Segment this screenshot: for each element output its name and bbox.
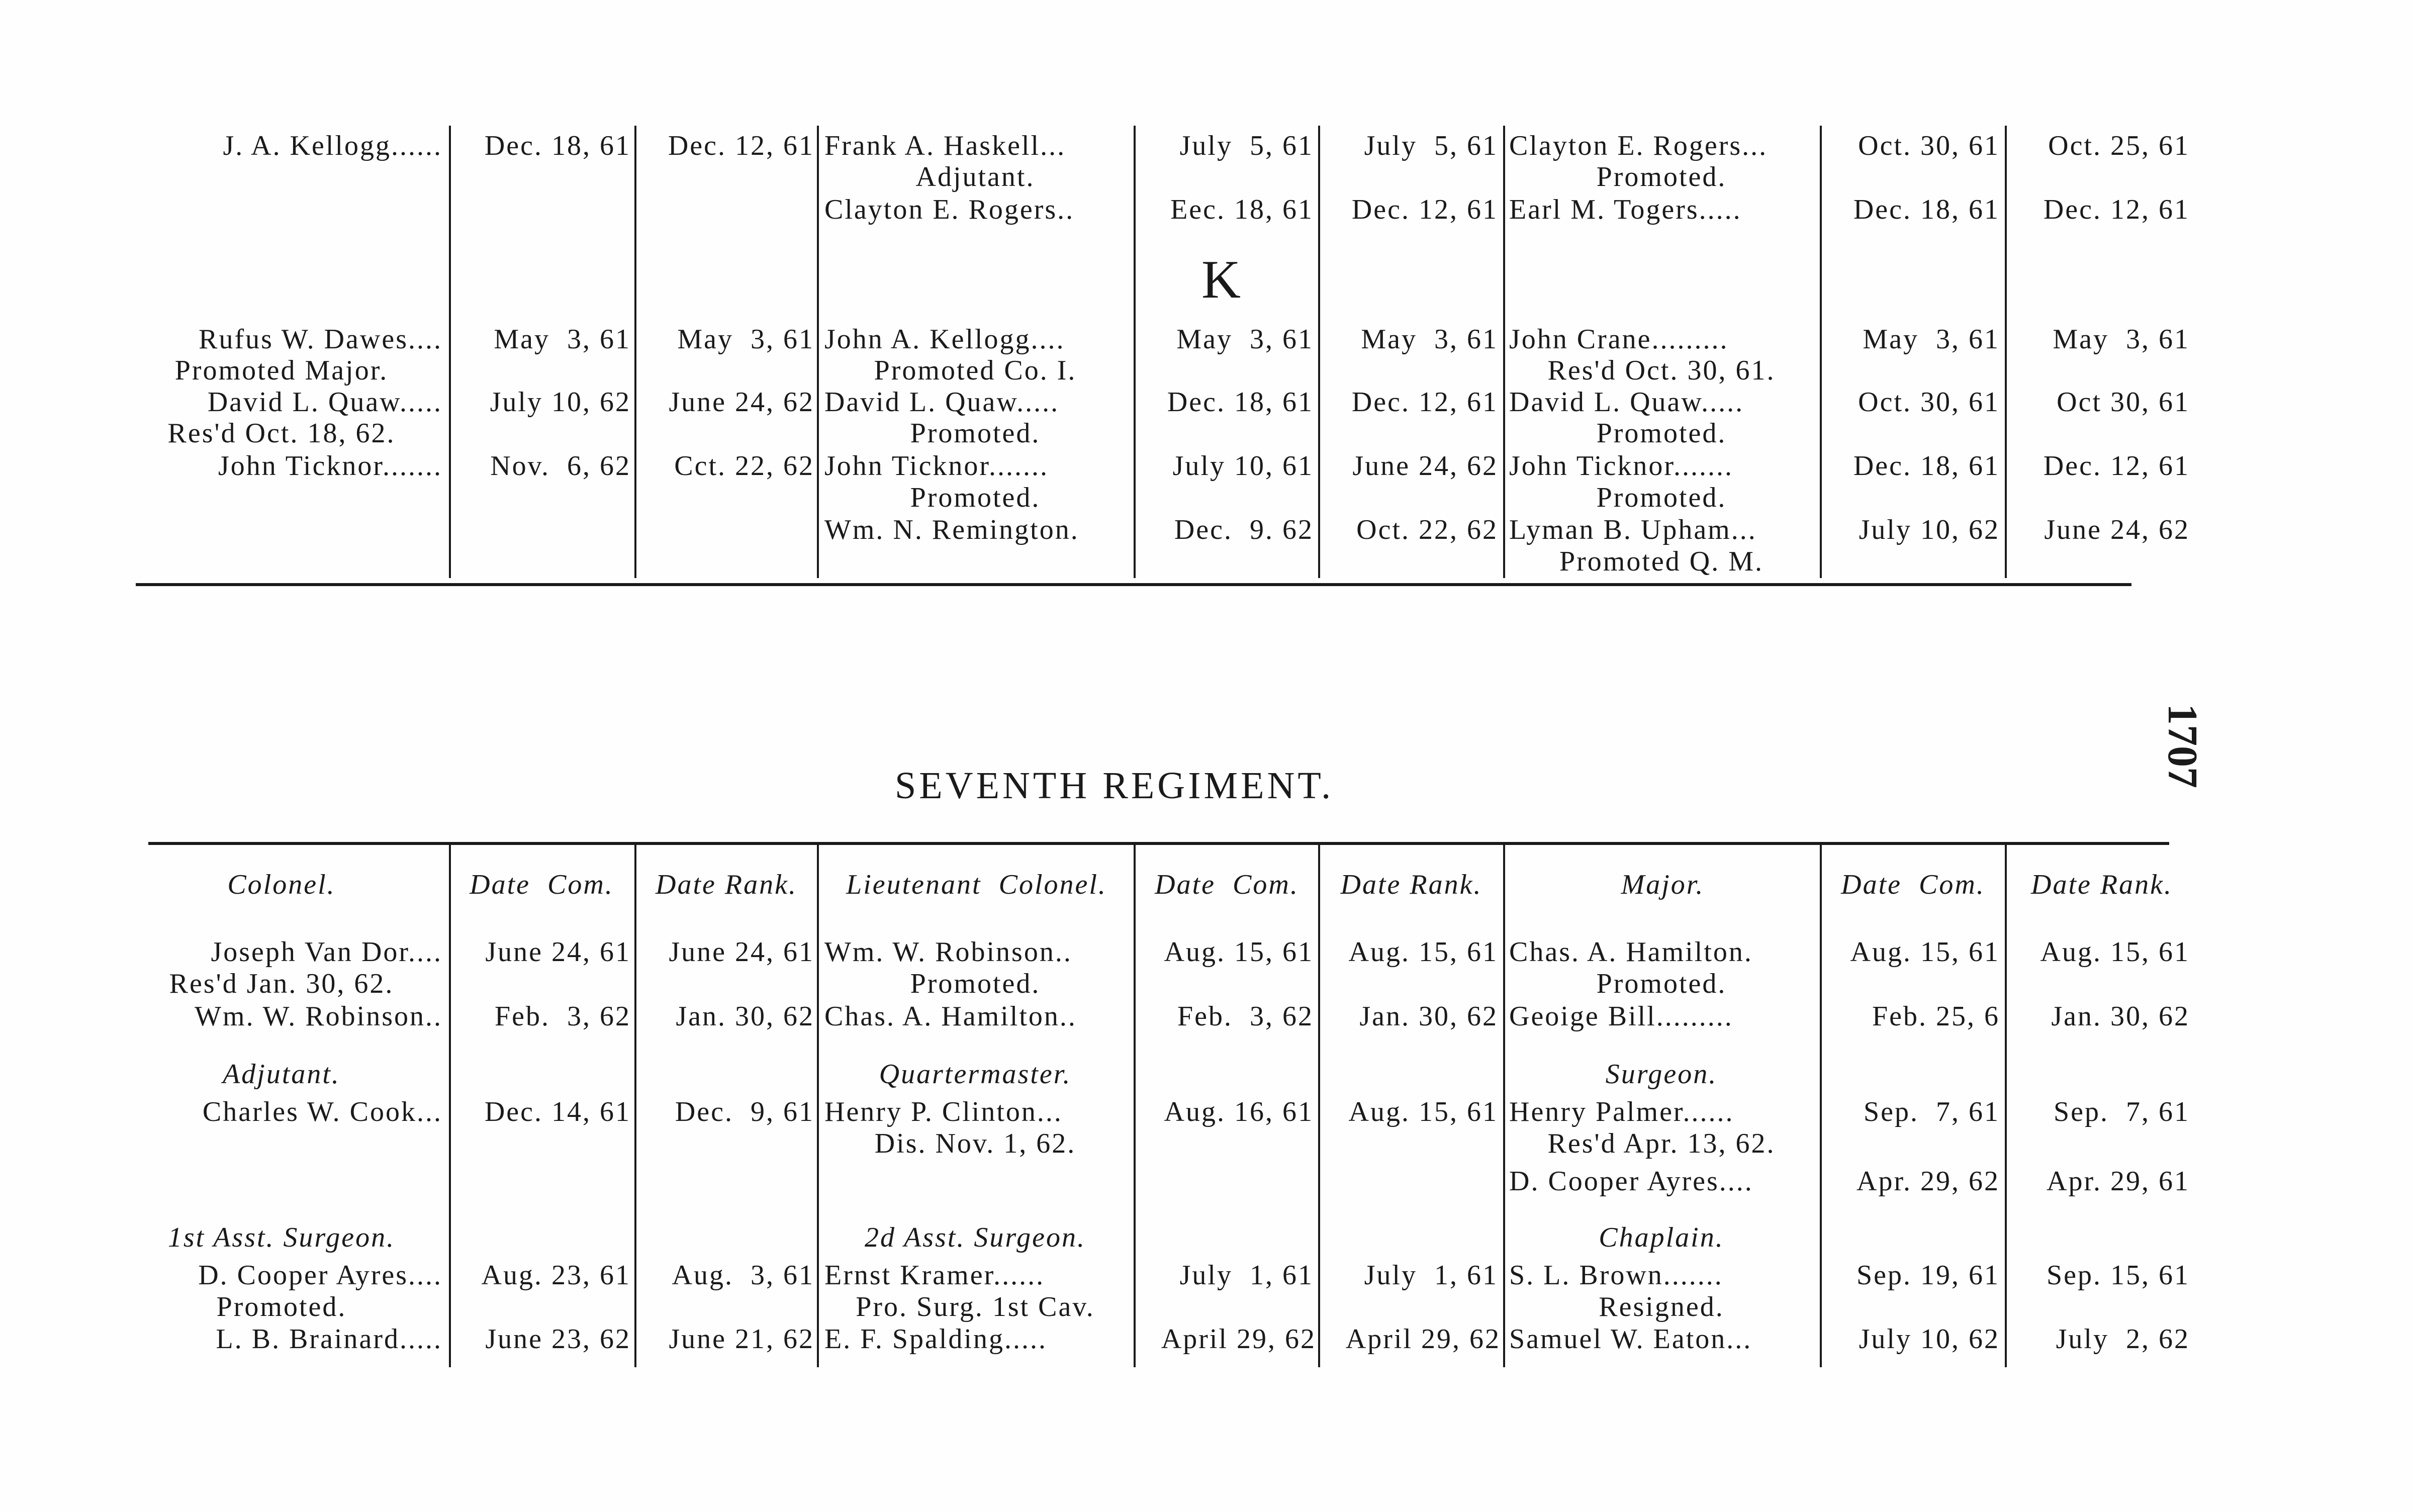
bot-r2-name3: Geoige Bill......... xyxy=(1509,1001,1733,1032)
sub-2d-asst-surgeon: 2d Asst. Surgeon. xyxy=(865,1222,1086,1253)
hdr-datecom2: Date Com. xyxy=(1155,869,1299,900)
bot-r6-name3: Samuel W. Eaton... xyxy=(1509,1324,1752,1355)
bot-r5-note: Promoted. xyxy=(216,1291,347,1322)
top-r4-name: David L. Quaw..... xyxy=(207,387,442,418)
top-r4-datecom2: Dec. 18, 61 xyxy=(1167,387,1314,418)
top-r1-name: J. A. Kellogg...... xyxy=(223,130,442,161)
top-r5-daterank3: Dec. 12, 61 xyxy=(2043,450,2190,482)
top-r3-name2: John A. Kellogg.... xyxy=(824,324,1065,355)
sub-1st-asst-surgeon: 1st Asst. Surgeon. xyxy=(167,1222,396,1253)
bot-r3-datecom3: Sep. 7, 61 xyxy=(1864,1096,2000,1127)
bot-r3-daterank: Dec. 9, 61 xyxy=(675,1096,814,1127)
top-r5-daterank: Cct. 22, 62 xyxy=(674,450,814,482)
top-r5-note2: Promoted. xyxy=(910,482,1041,513)
top-r6-daterank2: Oct. 22, 62 xyxy=(1356,514,1498,545)
top-r6-name2: Wm. N. Remington. xyxy=(824,514,1079,545)
bot-r1-daterank2: Aug. 15, 61 xyxy=(1348,936,1498,968)
bot-r5-daterank: Aug. 3, 61 xyxy=(672,1260,814,1291)
bot-r5-datecom2: July 1, 61 xyxy=(1179,1260,1314,1291)
bot-r3-datecom2: Aug. 16, 61 xyxy=(1164,1096,1314,1127)
section-title: SEVENTH REGIMENT. xyxy=(895,765,1334,807)
hdr-daterank3: Date Rank. xyxy=(2031,869,2173,900)
top-r5-datecom3: Dec. 18, 61 xyxy=(1853,450,2000,482)
top-r4-daterank: June 24, 62 xyxy=(669,387,814,418)
bot-rule-v6 xyxy=(1503,844,1505,1367)
top-r1-daterank: Dec. 12, 61 xyxy=(668,130,814,161)
top-r1-datecom: Dec. 18, 61 xyxy=(484,130,631,161)
bot-r4-daterank3: Apr. 29, 61 xyxy=(2047,1166,2190,1197)
top-r6-daterank3: June 24, 62 xyxy=(2044,514,2190,545)
top-r4-note: Res'd Oct. 18, 62. xyxy=(167,418,396,449)
bot-rule-v3 xyxy=(817,844,819,1367)
top-r1-note3: Promoted. xyxy=(1596,161,1727,193)
sub-quartermaster: Quartermaster. xyxy=(879,1059,1072,1090)
bot-r1-datecom3: Aug. 15, 61 xyxy=(1850,936,2000,968)
bot-r2-datecom3: Feb. 25, 6 xyxy=(1872,1001,2000,1032)
bot-r1-name3: Chas. A. Hamilton. xyxy=(1509,936,1753,968)
bot-r5-note3: Resigned. xyxy=(1599,1291,1724,1322)
top-r6-datecom3: July 10, 62 xyxy=(1859,514,2000,545)
hdr-datecom3: Date Com. xyxy=(1841,869,1985,900)
top-r5-name: John Ticknor....... xyxy=(218,450,442,482)
top-r6-name3: Lyman B. Upham... xyxy=(1509,514,1757,545)
top-r4-daterank3: Oct 30, 61 xyxy=(2057,387,2190,418)
bot-r2-name: Wm. W. Robinson.. xyxy=(195,1001,442,1032)
bot-r3-name3: Henry Palmer...... xyxy=(1509,1096,1734,1127)
top-r4-name2: David L. Quaw..... xyxy=(824,387,1060,418)
top-r4-datecom3: Oct. 30, 61 xyxy=(1858,387,2000,418)
top-r1-name3: Clayton E. Rogers... xyxy=(1509,130,1768,161)
bot-r6-daterank3: July 2, 62 xyxy=(2056,1324,2190,1355)
top-r3-daterank3: May 3, 61 xyxy=(2053,324,2190,355)
top-r2-daterank2: Dec. 12, 61 xyxy=(1351,194,1498,225)
bot-r1-datecom: June 24, 61 xyxy=(485,936,631,968)
bot-r2-datecom2: Feb. 3, 62 xyxy=(1177,1001,1314,1032)
top-r6-note3: Promoted Q. M. xyxy=(1559,546,1764,577)
bot-r1-note3: Promoted. xyxy=(1596,968,1727,999)
bot-r3-note3: Res'd Apr. 13, 62. xyxy=(1547,1128,1776,1159)
bot-r5-daterank3: Sep. 15, 61 xyxy=(2047,1260,2190,1291)
top-rule-v3 xyxy=(817,126,819,578)
bot-r6-datecom3: July 10, 62 xyxy=(1859,1324,2000,1355)
top-r3-datecom: May 3, 61 xyxy=(494,324,631,355)
bot-r1-daterank3: Aug. 15, 61 xyxy=(2040,936,2190,968)
bot-r2-daterank: Jan. 30, 62 xyxy=(676,1001,814,1032)
bot-r5-name3: S. L. Brown....... xyxy=(1509,1260,1723,1291)
hdr-daterank2: Date Rank. xyxy=(1340,869,1482,900)
bot-r3-daterank2: Aug. 15, 61 xyxy=(1348,1096,1498,1127)
top-r4-name3: David L. Quaw..... xyxy=(1509,387,1744,418)
top-r5-datecom2: July 10, 61 xyxy=(1172,450,1314,482)
top-r5-name3: John Ticknor....... xyxy=(1509,450,1733,482)
bot-r1-note: Res'd Jan. 30, 62. xyxy=(169,968,394,999)
bot-r6-name: L. B. Brainard..... xyxy=(216,1324,442,1355)
top-r4-datecom: July 10, 62 xyxy=(490,387,631,418)
bot-r6-daterank2: April 29, 62 xyxy=(1345,1324,1501,1355)
top-r2-name2: Clayton E. Rogers.. xyxy=(824,194,1075,225)
hdr-lt-colonel: Lieutenant Colonel. xyxy=(846,869,1107,900)
bot-r4-datecom3: Apr. 29, 62 xyxy=(1857,1166,2000,1197)
bot-r1-name2: Wm. W. Robinson.. xyxy=(824,936,1072,968)
bot-r6-datecom2: April 29, 62 xyxy=(1161,1324,1316,1355)
top-r2-daterank3: Dec. 12, 61 xyxy=(2043,194,2190,225)
bot-r3-name2: Henry P. Clinton... xyxy=(824,1096,1063,1127)
top-r1-name2: Frank A. Haskell... xyxy=(824,130,1066,161)
top-r2-name3: Earl M. Togers..... xyxy=(1509,194,1742,225)
top-r1-datecom3: Oct. 30, 61 xyxy=(1858,130,2000,161)
bot-r6-datecom: June 23, 62 xyxy=(485,1324,631,1355)
top-r1-datecom2: July 5, 61 xyxy=(1179,130,1314,161)
bot-r2-name2: Chas. A. Hamilton.. xyxy=(824,1001,1077,1032)
top-r5-name2: John Ticknor....... xyxy=(824,450,1049,482)
top-r3-name: Rufus W. Dawes.... xyxy=(199,324,442,355)
bot-r2-datecom: Feb. 3, 62 xyxy=(495,1001,631,1032)
top-r1-daterank3: Oct. 25, 61 xyxy=(2048,130,2190,161)
bot-r5-daterank2: July 1, 61 xyxy=(1364,1260,1498,1291)
top-r6-datecom2: Dec. 9. 62 xyxy=(1174,514,1314,545)
top-r3-note: Promoted Major. xyxy=(174,355,389,386)
bot-r1-name: Joseph Van Dor.... xyxy=(211,936,442,968)
top-r4-note3: Promoted. xyxy=(1596,418,1727,449)
page-number: 1707 xyxy=(2159,704,2206,788)
company-k-heading: K xyxy=(1201,250,1241,310)
bot-r3-datecom: Dec. 14, 61 xyxy=(484,1096,631,1127)
bot-r5-datecom3: Sep. 19, 61 xyxy=(1857,1260,2000,1291)
top-r3-datecom3: May 3, 61 xyxy=(1863,324,2000,355)
top-r5-note3: Promoted. xyxy=(1596,482,1727,513)
bot-r5-name2: Ernst Kramer...... xyxy=(824,1260,1045,1291)
top-r3-note2: Promoted Co. I. xyxy=(874,355,1077,386)
hdr-daterank: Date Rank. xyxy=(656,869,797,900)
top-table-bottom-rule xyxy=(136,583,2131,586)
bot-r5-note2: Pro. Surg. 1st Cav. xyxy=(856,1291,1095,1322)
top-r5-datecom: Nov. 6, 62 xyxy=(490,450,631,482)
hdr-major: Major. xyxy=(1621,869,1705,900)
hdr-datecom: Date Com. xyxy=(470,869,614,900)
top-r3-daterank: May 3, 61 xyxy=(677,324,814,355)
bot-r6-name2: E. F. Spalding..... xyxy=(824,1324,1047,1355)
bot-r2-daterank3: Jan. 30, 62 xyxy=(2051,1001,2190,1032)
bot-r5-name: D. Cooper Ayres.... xyxy=(198,1260,442,1291)
top-r2-datecom3: Dec. 18, 61 xyxy=(1853,194,2000,225)
top-r3-note3: Res'd Oct. 30, 61. xyxy=(1547,355,1776,386)
top-r5-daterank2: June 24, 62 xyxy=(1352,450,1498,482)
sub-adjutant: Adjutant. xyxy=(223,1059,340,1090)
bot-r6-daterank: June 21, 62 xyxy=(669,1324,814,1355)
top-r1-note2: Adjutant. xyxy=(915,161,1035,193)
bot-r5-datecom: Aug. 23, 61 xyxy=(481,1260,631,1291)
bot-r4-name3: D. Cooper Ayres.... xyxy=(1509,1166,1753,1197)
bot-r1-note2: Promoted. xyxy=(910,968,1041,999)
top-r3-datecom2: May 3, 61 xyxy=(1176,324,1314,355)
top-r2-datecom2: Eec. 18, 61 xyxy=(1170,194,1314,225)
top-r3-name3: John Crane......... xyxy=(1509,324,1729,355)
top-r1-daterank2: July 5, 61 xyxy=(1364,130,1498,161)
top-r3-daterank2: May 3, 61 xyxy=(1361,324,1498,355)
bot-r3-daterank3: Sep. 7, 61 xyxy=(2054,1096,2190,1127)
bot-r3-note2: Dis. Nov. 1, 62. xyxy=(874,1128,1076,1159)
top-rule-v6 xyxy=(1503,126,1505,578)
bot-r1-daterank: June 24, 61 xyxy=(669,936,814,968)
hdr-colonel: Colonel. xyxy=(227,869,336,900)
top-r4-daterank2: Dec. 12, 61 xyxy=(1351,387,1498,418)
sub-chaplain: Chaplain. xyxy=(1599,1222,1724,1253)
bot-r2-daterank2: Jan. 30, 62 xyxy=(1359,1001,1498,1032)
bot-r1-datecom2: Aug. 15, 61 xyxy=(1164,936,1314,968)
bot-r3-name: Charles W. Cook... xyxy=(202,1096,442,1127)
top-r4-note2: Promoted. xyxy=(910,418,1041,449)
sub-surgeon: Surgeon. xyxy=(1605,1059,1718,1090)
bottom-table-top-rule xyxy=(148,842,2169,845)
